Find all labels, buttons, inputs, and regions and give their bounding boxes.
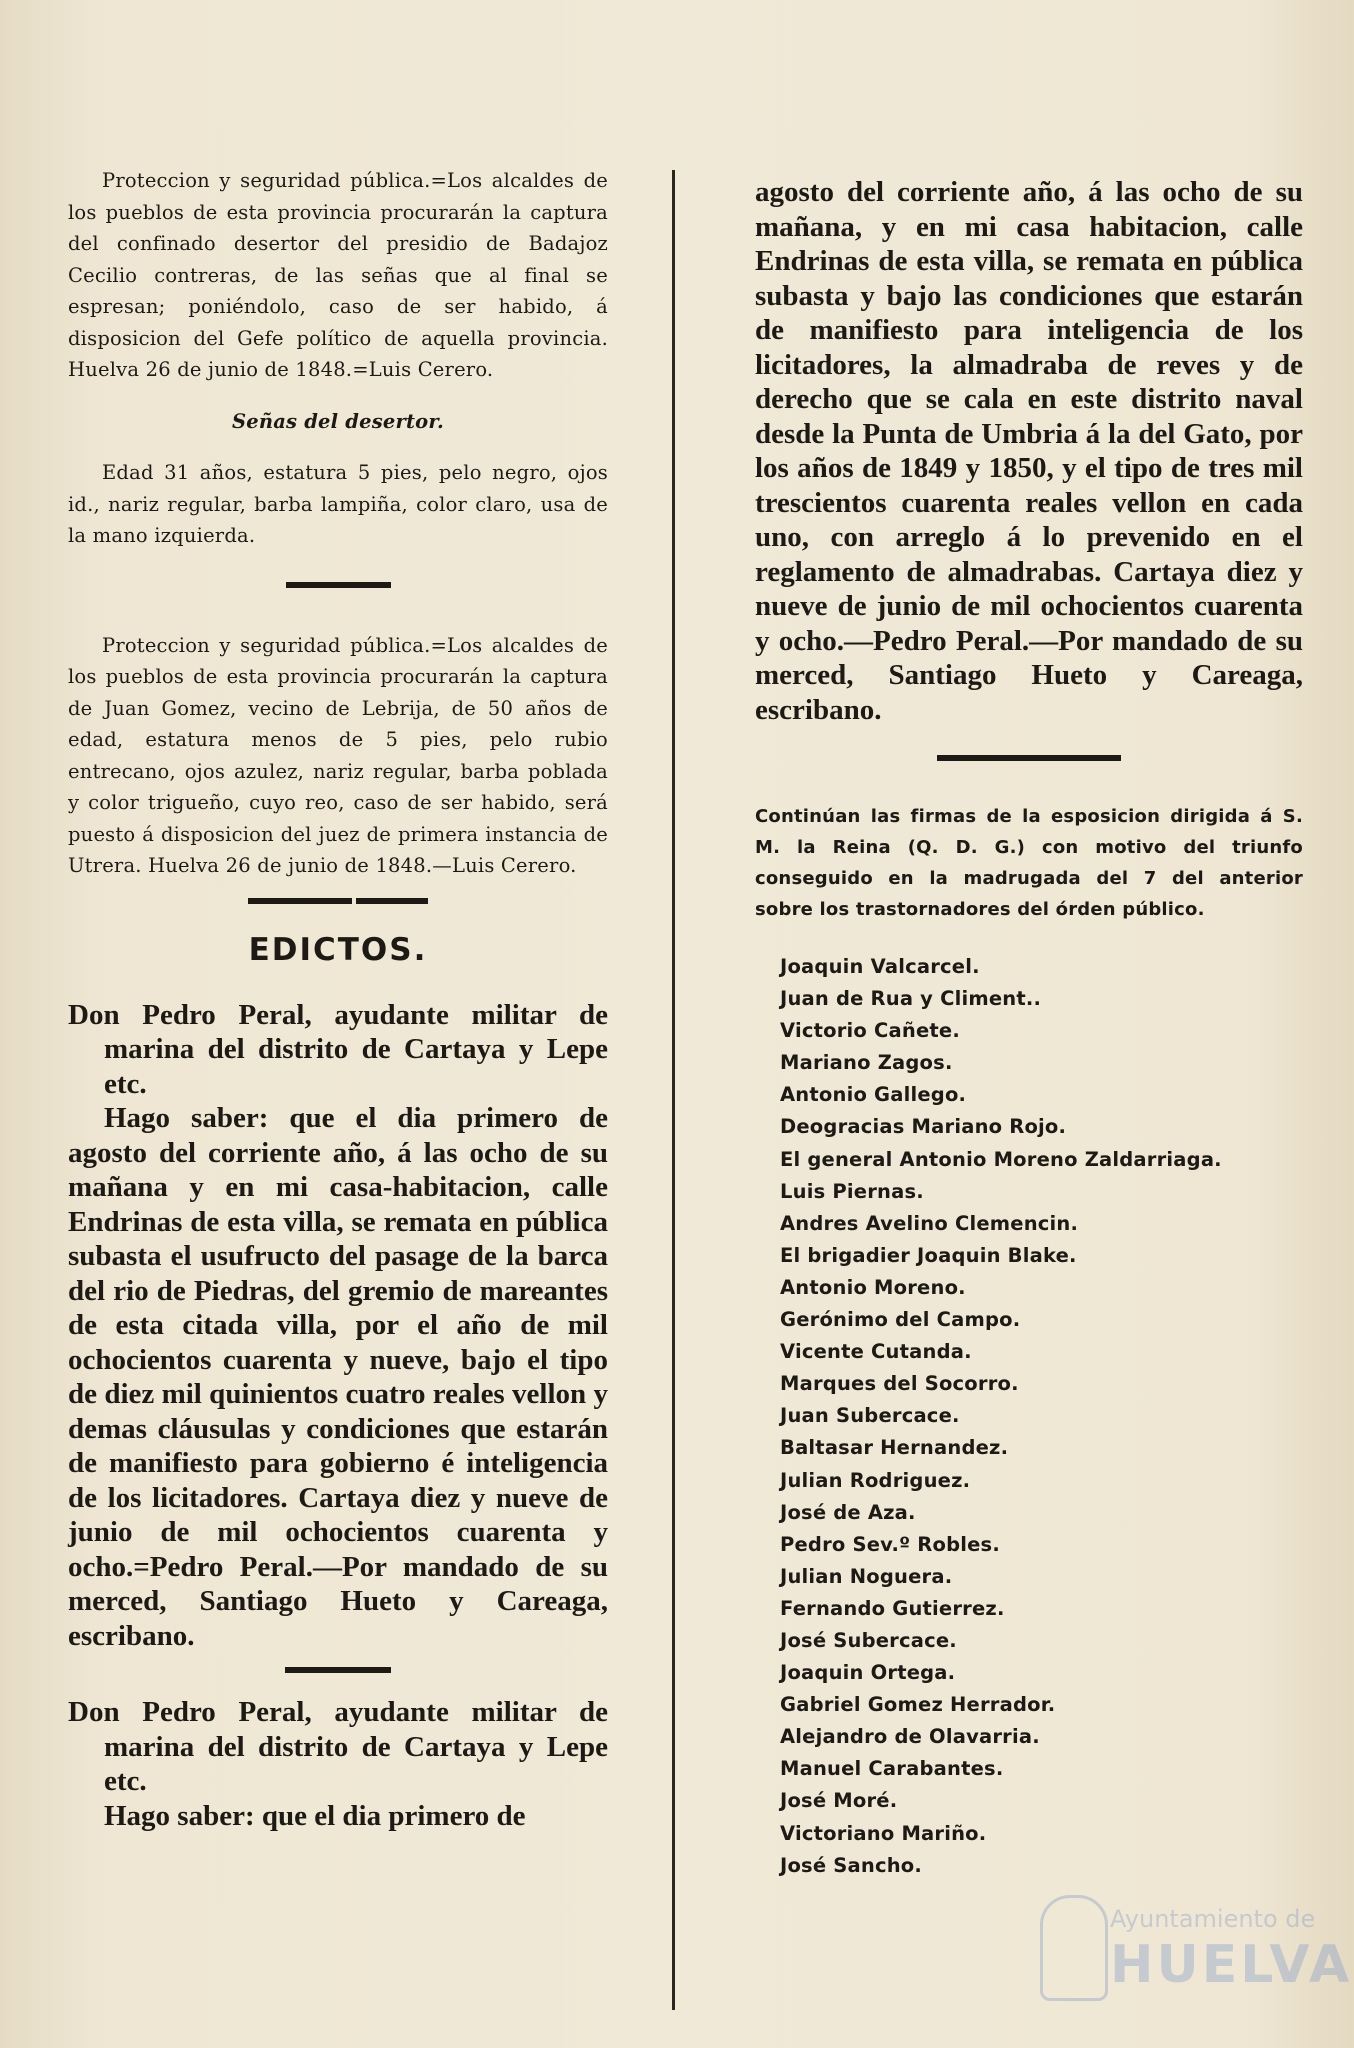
list-item: Alejandro de Olavarria. bbox=[780, 1725, 1040, 1749]
separator-rule bbox=[356, 898, 428, 904]
separator-rule bbox=[937, 755, 1121, 761]
list-item: Gerónimo del Campo. bbox=[780, 1308, 1021, 1332]
list-item: Baltasar Hernandez. bbox=[780, 1436, 1009, 1460]
list-item: Gabriel Gomez Herrador. bbox=[780, 1693, 1056, 1717]
list-item: José de Aza. bbox=[780, 1500, 916, 1524]
list-item: Deogracias Mariano Rojo. bbox=[780, 1115, 1067, 1139]
watermark-line2: HUELVA bbox=[1110, 1935, 1353, 1995]
watermark bbox=[1040, 1895, 1353, 2015]
list-item: El brigadier Joaquin Blake. bbox=[780, 1243, 1077, 1267]
list-item: José Subercace. bbox=[780, 1628, 957, 1652]
list-item: Joaquin Ortega. bbox=[780, 1661, 956, 1685]
list-item: Juan de Rua y Climent.. bbox=[780, 987, 1042, 1011]
list-item: Joaquin Valcarcel. bbox=[780, 955, 980, 978]
right-column bbox=[755, 175, 1303, 1882]
edict2-body: Hago saber: que el dia primero de bbox=[104, 1799, 526, 1832]
list-item: Marques del Socorro. bbox=[780, 1372, 1019, 1396]
edict1-body: Hago saber: que el dia primero de agosto del corriente año, á las ocho de su mañana y en mi casa-habitacion, calle Endrinas de esta villa, se remata en pública subasta el usufructo del pasage de la barca del rio de Piedras, del gremio de mareantes de esta citada villa, por el año de mil ochocientos cuarenta y nueve, bajo el tipo de diez mil quinientos cuatro reales vellon y demas cláusulas y condiciones que estarán de manifiesto para gobierno é inteligencia de los licitadores. Cartaya diez y nueve de junio de mil ochocientos cuarenta y ocho.=Pedro Peral.—Por mandado de su merced, Santiago Hueto y Careaga, escribano. bbox=[68, 1102, 608, 1652]
list-item: Juan Subercace. bbox=[780, 1404, 960, 1428]
list-item: Andres Avelino Clemencin. bbox=[780, 1211, 1079, 1235]
list-item: Manuel Carabantes. bbox=[780, 1757, 1004, 1781]
list-item: Victorio Cañete. bbox=[780, 1019, 960, 1043]
list-item: José Moré. bbox=[780, 1789, 898, 1813]
list-item: Julian Noguera. bbox=[780, 1564, 953, 1588]
separator-rule bbox=[285, 1667, 391, 1673]
edict2-continuation: agosto del corriente año, á las ocho de su mañana, y en mi casa habitacion, calle Endrinas de esta villa, se remata en pública subasta y bajo las condiciones que estarán de manifiesto para inteligencia de los licitadores, la almadraba de reves y de derecho que se cala en este distrito naval desde la Punta de Umbria á la del Gato, por los años de 1849 y 1850, y el tipo de tres mil trescientos cuarenta reales vellon en cada uno, con arreglo á lo prevenido en el reglamento de almadrabas. Cartaya diez y nueve de junio de mil ochocientos cuarenta y ocho.—Pedro Peral.—Por mandado de su merced, Santiago Hueto y Careaga, escribano. bbox=[755, 176, 1303, 726]
signatures-intro: Continúan las firmas de la esposicion dirigida á S. M. la Reina (Q. D. G.) con motivo del triunfo conseguido en la madrugada del 7 del anterior sobre los trastornadores del órden público. bbox=[755, 806, 1303, 920]
notice-gomez-text: Proteccion y seguridad pública.=Los alcaldes de los pueblos de esta provincia procurarán la captura de Juan Gomez, vecino de Lebrija, de 50 años de edad, estatura menos de 5 pies, pelo rubio entrecano, ojos azulez, nariz regular, barba poblada y color trigueño, cuyo reo, caso de ser habido, será puesto á disposicion del juez de primera instancia de Utrera. Huelva 26 de junio de 1848.—Luis Cerero. bbox=[68, 633, 608, 877]
city-seal-icon bbox=[1040, 1895, 1108, 2001]
edicts-heading: EDICTOS. bbox=[248, 931, 428, 968]
separator-rule bbox=[286, 582, 391, 588]
list-item: El general Antonio Moreno Zaldarriaga. bbox=[780, 1147, 1222, 1171]
list-item: José Sancho. bbox=[780, 1853, 923, 1877]
signatures-list bbox=[755, 951, 1303, 1882]
double-separator bbox=[68, 898, 608, 904]
edict2-intro: Don Pedro Peral, ayudante militar de marina del distrito de Cartaya y Lepe etc. bbox=[68, 1696, 608, 1797]
notice-deserter-text: Proteccion y seguridad pública.=Los alcaldes de los pueblos de esta provincia procurarán la captura del confinado desertor del presidio de Badajoz Cecilio contreras, de las señas que al final se espresan; poniéndolo, caso de ser habido, á disposicion del Gefe político de aquella provincia. Huelva 26 de junio de 1848.=Luis Cerero. bbox=[68, 169, 608, 381]
list-item: Antonio Gallego. bbox=[780, 1083, 967, 1107]
list-item: Luis Piernas. bbox=[780, 1179, 924, 1203]
edict1-intro: Don Pedro Peral, ayudante militar de marina del distrito de Cartaya y Lepe etc. bbox=[68, 998, 608, 1100]
left-column bbox=[68, 165, 608, 1833]
notice-deserter-description: Edad 31 años, estatura 5 pies, pelo negro, ojos id., nariz regular, barba lampiña, color claro, usa de la mano izquierda. bbox=[68, 461, 608, 547]
watermark-line1: Ayuntamiento de bbox=[1110, 1905, 1316, 1933]
list-item: Vicente Cutanda. bbox=[780, 1340, 972, 1364]
list-item: Pedro Sev.º Robles. bbox=[780, 1532, 1000, 1556]
separator-rule bbox=[248, 898, 352, 904]
notice-deserter-subheading: Señas del desertor. bbox=[231, 409, 445, 433]
list-item: Mariano Zagos. bbox=[780, 1051, 953, 1075]
list-item: Fernando Gutierrez. bbox=[780, 1596, 1005, 1620]
list-item: Victoriano Mariño. bbox=[780, 1821, 987, 1845]
list-item: Antonio Moreno. bbox=[780, 1275, 966, 1299]
list-item: Julian Rodriguez. bbox=[780, 1468, 971, 1492]
column-divider bbox=[672, 170, 675, 2010]
